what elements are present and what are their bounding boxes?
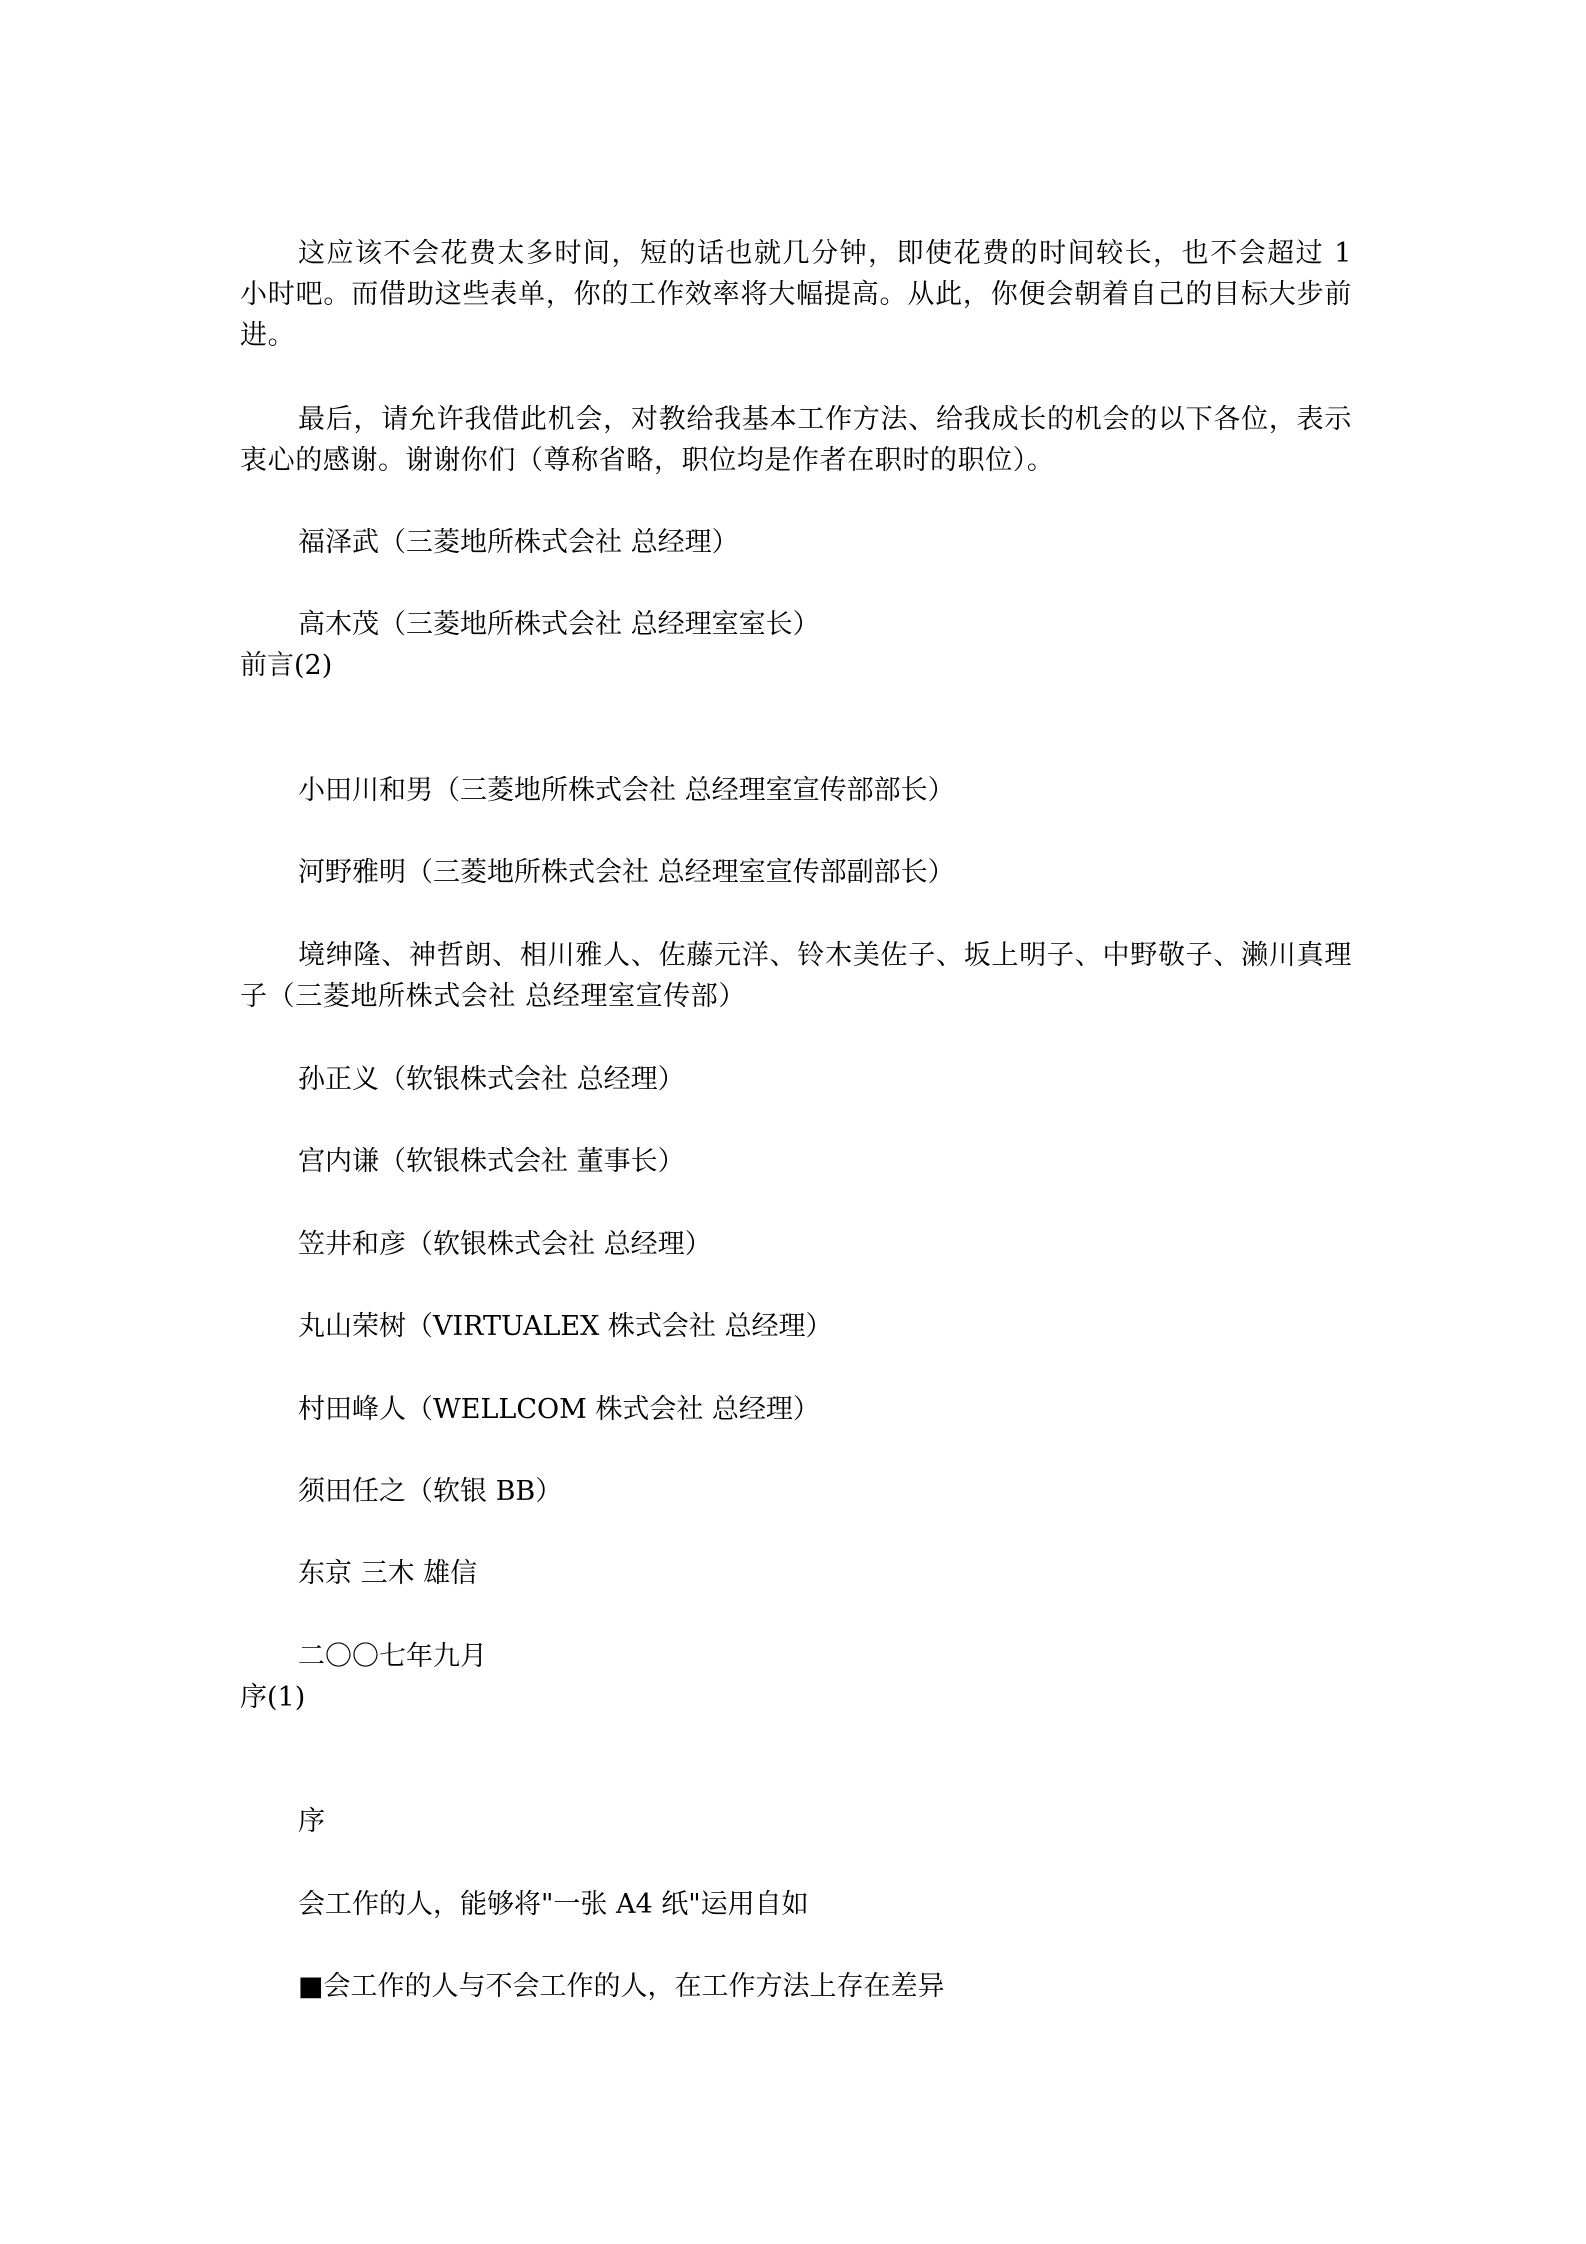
- section-header-foreword-2: 前言(2): [240, 650, 333, 681]
- paragraph-thanks-intro: 最后，请允许我借此机会，对教给我基本工作方法、给我成长的机会的以下各位，表示衷心的感谢。谢谢你们（尊称省略，职位均是作者在职时的职位）。: [240, 404, 1352, 476]
- preface-title: 序: [298, 1806, 325, 1837]
- ack-line: 宫内谦（软银株式会社 董事长）: [298, 1146, 685, 1177]
- section-header-preface-1: 序(1): [240, 1682, 306, 1713]
- preface-heading: [240, 1966, 1410, 2007]
- paragraph-time-estimate: 这应该不会花费太多时间，短的话也就几分钟，即使花费的时间较长，也不会超过 1 小时吧。而借助这些表单，你的工作效率将大幅提高。从此，你便会朝着自己的目标大步前进。: [240, 238, 1352, 351]
- ack-line: 丸山荣树（VIRTUALEX 株式会社 总经理）: [298, 1311, 833, 1342]
- ack-line: 高木茂（三菱地所株式会社 总经理室室长）: [298, 609, 820, 640]
- ack-line: 福泽武（三菱地所株式会社 总经理）: [298, 527, 739, 558]
- ack-line: 村田峰人（WELLCOM 株式会社 总经理）: [298, 1394, 820, 1425]
- preface-heading-text: 会工作的人与不会工作的人，在工作方法上存在差异: [323, 1971, 945, 2002]
- preface-subtitle: 会工作的人，能够将"一张 A4 纸"运用自如: [298, 1889, 809, 1920]
- ack-group-paragraph: 境绅隆、神哲朗、相川雅人、佐藤元洋、铃木美佐子、坂上明子、中野敬子、濑川真理子（三菱地所株式会社 总经理室宣传部）: [240, 940, 1352, 1012]
- signature: 东京 三木 雄信: [298, 1558, 478, 1589]
- ack-line: 笠井和彦（软银株式会社 总经理）: [298, 1229, 712, 1260]
- ack-line: 河野雅明（三菱地所株式会社 总经理室宣传部副部长）: [298, 857, 955, 888]
- date: 二〇〇七年九月: [298, 1641, 487, 1672]
- ack-line: 孙正义（软银株式会社 总经理）: [298, 1064, 685, 1095]
- ack-line: 须田任之（软银 BB）: [298, 1476, 563, 1507]
- ack-line: 小田川和男（三菱地所株式会社 总经理室宣传部部长）: [298, 775, 955, 806]
- square-bullet-icon: ■: [298, 1971, 324, 2002]
